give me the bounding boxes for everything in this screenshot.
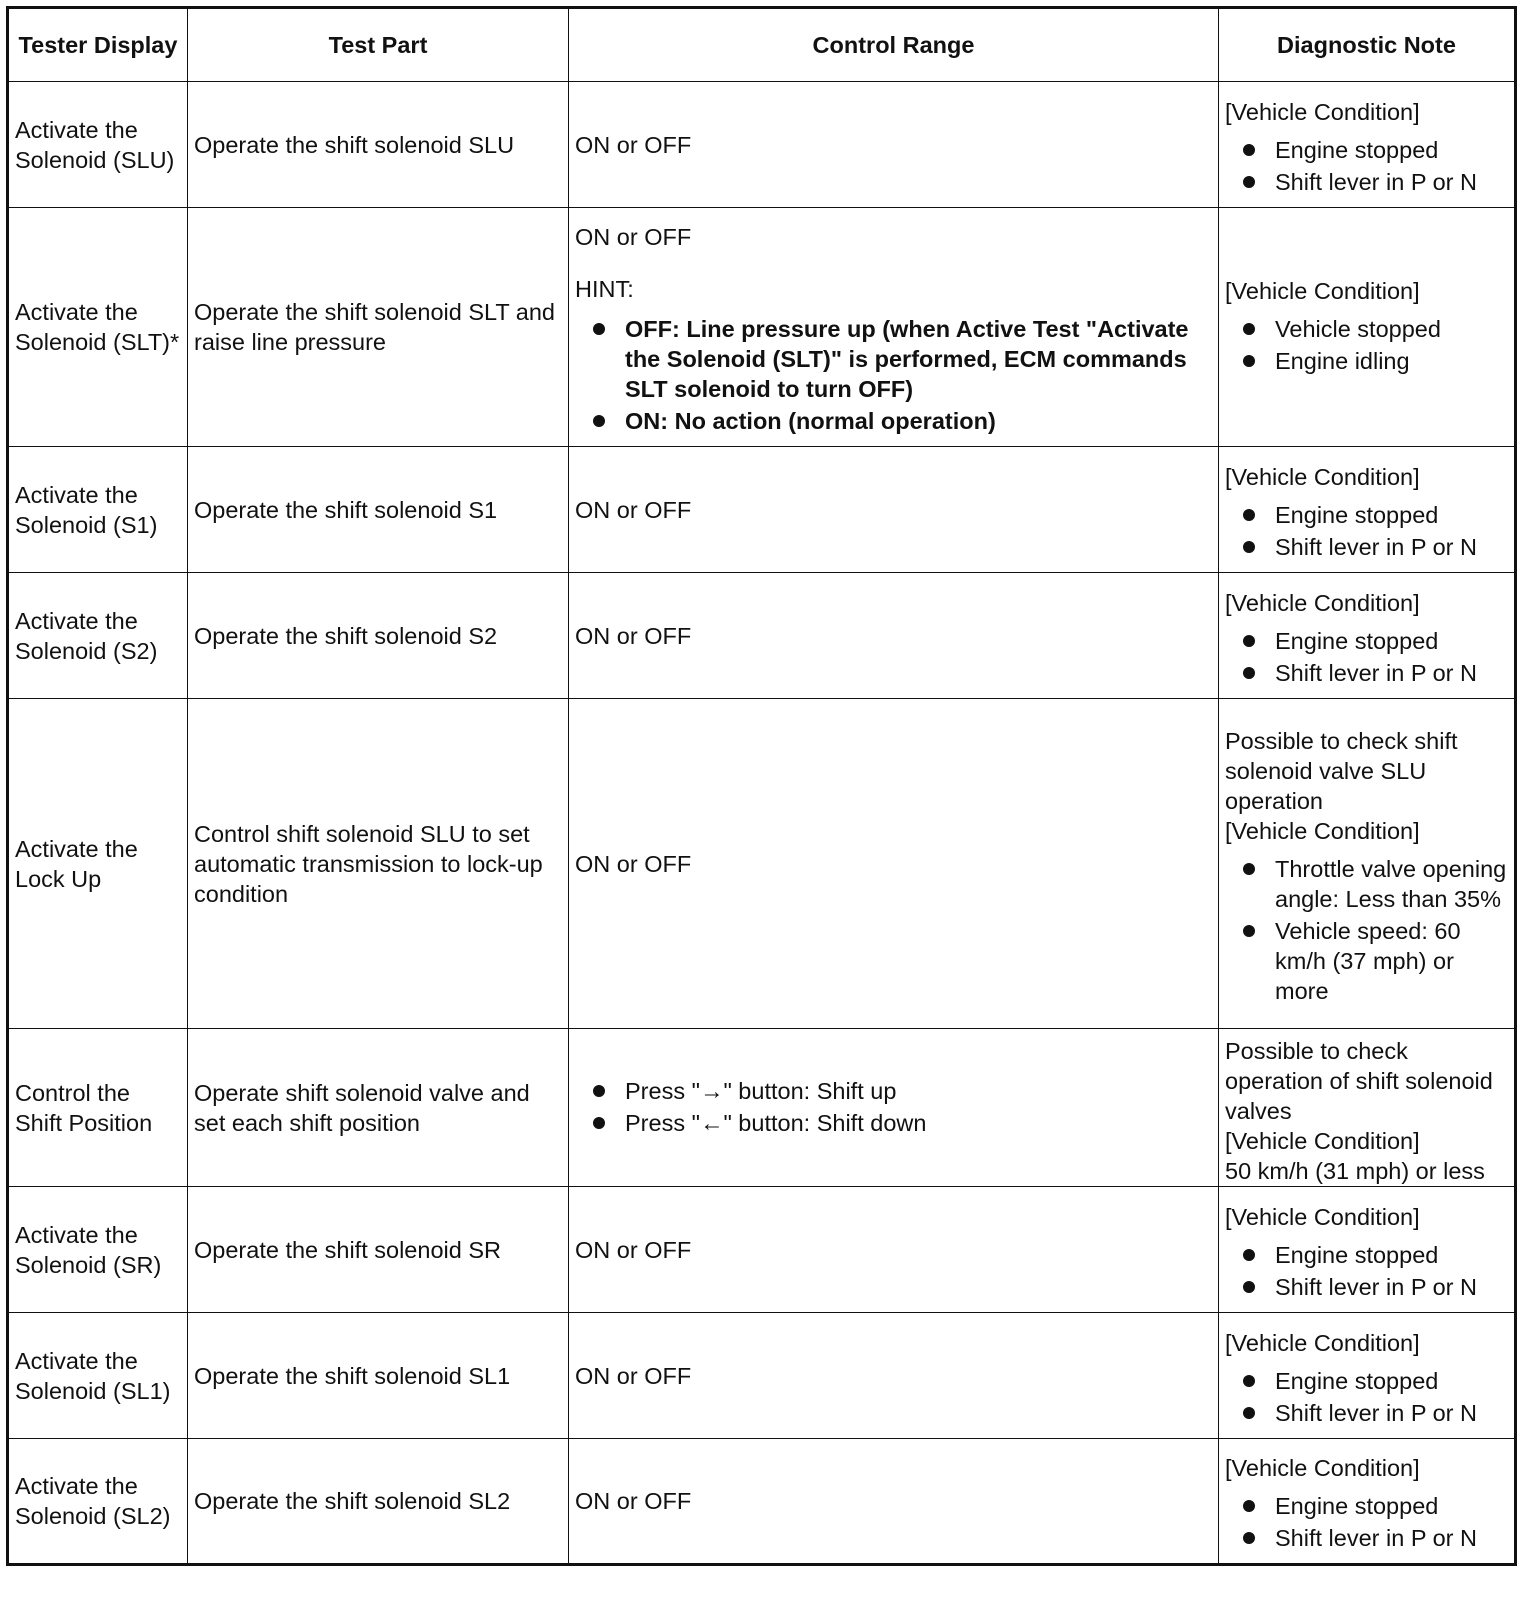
hint-list: [575, 314, 1212, 436]
test-part-cell: Operate shift solenoid valve and set each shift position: [188, 1029, 569, 1187]
diagnostic-note-cell: [1219, 82, 1516, 208]
list-item: Vehicle stopped: [1225, 314, 1508, 344]
test-part-cell: Control shift solenoid SLU to set automatic transmission to lock-up condition: [188, 699, 569, 1029]
note-tail: 50 km/h (31 mph) or less: [1225, 1157, 1485, 1184]
note-heading: [Vehicle Condition]: [1225, 1329, 1420, 1356]
test-part-cell: Operate the shift solenoid SL2: [188, 1439, 569, 1565]
note-heading: [Vehicle Condition]: [1225, 817, 1420, 844]
control-range-cell: ON or OFF: [569, 82, 1219, 208]
test-part-cell: Operate the shift solenoid S1: [188, 447, 569, 573]
test-part-cell: Operate the shift solenoid SLU: [188, 82, 569, 208]
list-item: Shift lever in P or N: [1225, 1523, 1508, 1553]
control-range-cell: ON or OFF: [569, 1439, 1219, 1565]
list-item: Engine stopped: [1225, 1366, 1508, 1396]
table-row: [8, 1029, 1516, 1187]
range-value: ON or OFF: [575, 224, 692, 250]
control-range-cell: ON or OFF: [569, 699, 1219, 1029]
header-test-part: Test Part: [188, 8, 569, 82]
table-row: [8, 699, 1516, 1029]
list-item: Engine stopped: [1225, 1491, 1508, 1521]
list-item: Throttle valve opening angle: Less than 35%: [1225, 854, 1508, 914]
note-list: [1225, 500, 1508, 562]
list-item: Vehicle speed: 60 km/h (37 mph) or more: [1225, 916, 1508, 1006]
note-heading: [Vehicle Condition]: [1225, 589, 1420, 616]
note-list: [1225, 135, 1508, 197]
note-heading: [Vehicle Condition]: [1225, 1455, 1420, 1481]
diagnostic-note-cell: [1219, 1439, 1516, 1565]
tester-display-cell: Activate the Solenoid (SL1): [8, 1313, 188, 1439]
list-item: ON: No action (normal operation): [575, 406, 1212, 436]
diagnostic-note-cell: [1219, 573, 1516, 699]
tester-display-cell: Activate the Solenoid (SL2): [8, 1439, 188, 1565]
range-list: [575, 1076, 1212, 1138]
list-item: Press "←" button: Shift down: [575, 1108, 1212, 1138]
tester-display-cell: Control the Shift Position: [8, 1029, 188, 1187]
list-item: Shift lever in P or N: [1225, 167, 1508, 197]
header-control-range: Control Range: [569, 8, 1219, 82]
note-list: [1225, 1491, 1508, 1553]
tester-display-cell: Activate the Solenoid (S2): [8, 573, 188, 699]
tester-display-cell: Activate the Solenoid (SLU): [8, 82, 188, 208]
table-row: [8, 208, 1516, 447]
diagnostic-note-cell: [1219, 208, 1516, 447]
tester-display-cell: Activate the Solenoid (SLT)*: [8, 208, 188, 447]
table-header-row: [8, 8, 1516, 82]
note-list: [1225, 314, 1508, 376]
active-test-table: [6, 6, 1517, 1566]
table-row: [8, 1187, 1516, 1313]
control-range-cell: [569, 208, 1219, 447]
hint-label: HINT:: [575, 276, 634, 302]
test-part-cell: Operate the shift solenoid SLT and raise line pressure: [188, 208, 569, 447]
diagnostic-note-cell: [1219, 699, 1516, 1029]
list-item: Engine stopped: [1225, 626, 1508, 656]
list-item: Engine stopped: [1225, 135, 1508, 165]
table-row: [8, 573, 1516, 699]
diagnostic-note-cell: [1219, 1313, 1516, 1439]
control-range-cell: ON or OFF: [569, 573, 1219, 699]
header-diagnostic-note: Diagnostic Note: [1219, 8, 1516, 82]
note-list: [1225, 626, 1508, 688]
tester-display-cell: Activate the Solenoid (SR): [8, 1187, 188, 1313]
control-range-cell: [569, 1029, 1219, 1187]
tester-display-cell: Activate the Lock Up: [8, 699, 188, 1029]
header-tester-display: Tester Display: [8, 8, 188, 82]
list-item: Press "→" button: Shift up: [575, 1076, 1212, 1106]
test-part-cell: Operate the shift solenoid S2: [188, 573, 569, 699]
list-item: Shift lever in P or N: [1225, 1398, 1508, 1428]
list-item: Engine stopped: [1225, 1240, 1508, 1270]
control-range-cell: ON or OFF: [569, 1313, 1219, 1439]
note-list: [1225, 854, 1508, 1006]
diagnostic-note-cell: [1219, 1029, 1516, 1187]
table-row: [8, 82, 1516, 208]
list-item: Engine idling: [1225, 346, 1508, 376]
table-row: [8, 447, 1516, 573]
note-heading: [Vehicle Condition]: [1225, 98, 1420, 125]
table-row: [8, 1313, 1516, 1439]
diagnostic-note-cell: [1219, 1187, 1516, 1313]
control-range-cell: ON or OFF: [569, 1187, 1219, 1313]
list-item: Shift lever in P or N: [1225, 658, 1508, 688]
test-part-cell: Operate the shift solenoid SR: [188, 1187, 569, 1313]
note-list: [1225, 1366, 1508, 1428]
list-item: OFF: Line pressure up (when Active Test "Activate the Solenoid (SLT)" is performed, ECM commands SLT solenoid to turn OFF): [575, 314, 1212, 404]
control-range-cell: ON or OFF: [569, 447, 1219, 573]
note-heading: [Vehicle Condition]: [1225, 1203, 1420, 1230]
test-part-cell: Operate the shift solenoid SL1: [188, 1313, 569, 1439]
note-list: [1225, 1240, 1508, 1302]
note-heading: [Vehicle Condition]: [1225, 278, 1420, 304]
tester-display-cell: Activate the Solenoid (S1): [8, 447, 188, 573]
list-item: Shift lever in P or N: [1225, 1272, 1508, 1302]
table-row: [8, 1439, 1516, 1565]
note-intro: Possible to check shift solenoid valve SLU operation: [1225, 727, 1458, 814]
list-item: Shift lever in P or N: [1225, 532, 1508, 562]
note-heading: [Vehicle Condition]: [1225, 463, 1420, 490]
note-heading: [Vehicle Condition]: [1225, 1127, 1420, 1154]
diagnostic-note-cell: [1219, 447, 1516, 573]
note-intro: Possible to check operation of shift solenoid valves: [1225, 1037, 1493, 1124]
list-item: Engine stopped: [1225, 500, 1508, 530]
